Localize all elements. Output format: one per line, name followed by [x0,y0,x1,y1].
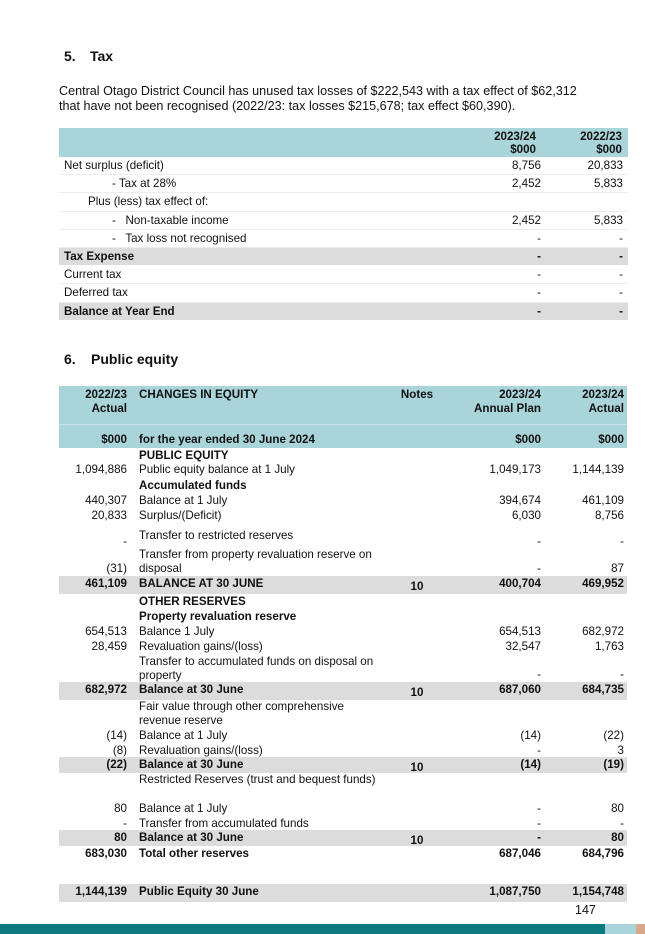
tax-table-header [59,128,628,157]
tax-col1-header: 2023/24 $000 [494,130,536,156]
cell-p: - [537,802,541,815]
cell-p: - [537,817,541,830]
cell-d: Property revaluation reserve [139,610,297,623]
cell-d: Transfer to restricted reserves [139,529,294,542]
table-row: Current tax - - [59,266,628,284]
cell-p: 1,087,750 [489,885,541,898]
table-row-total [59,682,627,700]
cell-c: 80 [611,802,624,815]
equity-table [59,386,627,902]
cell-d: PUBLIC EQUITY [139,449,229,462]
col-header-prior-actual: 2022/23 Actual [85,388,127,415]
tax-table [59,128,628,321]
cell-d: Revaluation gains/(loss) [139,744,263,757]
cell-c: (19) [603,758,624,771]
unit-annual-plan: $000 [515,433,541,446]
tax-intro-paragraph: Central Otago District Council has unused tax losses of $222,543 with a tax effect of $62,312 that have not been recognised (2022/23: tax losses $215,678; tax effect $60,390). [59,84,577,113]
section-6-number: 6. [64,351,76,367]
table-row-total [59,757,627,773]
cell-d: Accumulated funds [139,479,247,492]
cell-d: Total other reserves [139,847,249,860]
table-row-total: Balance at Year End - - [59,303,628,321]
cell-p: 654,513 [499,625,541,638]
cell-d: Fair value through other comprehensive revenue reserve [139,700,344,727]
equity-table-subheader [59,424,627,448]
cell-a: 80 [114,802,127,815]
cell-c: 80 [611,831,624,844]
table-row: Deferred tax - - [59,284,628,302]
cell-p: (14) [520,729,541,742]
section-5-number: 5. [64,48,76,64]
cell-a: (14) [106,729,127,742]
cell-a: 28,459 [91,640,127,653]
section-5-title: Tax [90,48,114,64]
cell-d: Revaluation gains/(loss) [139,640,263,653]
cell-c: 1,144,139 [572,463,624,476]
cell-p: 687,046 [499,847,541,860]
col-header-actual: 2023/24 Actual [582,388,624,415]
table-row-total [59,884,627,902]
table-row [59,462,627,478]
cell-d: Balance at 1 July [139,802,228,815]
col-header-changes: CHANGES IN EQUITY [139,388,259,401]
cell-p: 32,547 [505,640,541,653]
cell-n: 10 [410,761,424,774]
table-row [59,700,627,728]
cell-a: 1,094,886 [75,463,127,476]
equity-table-header [59,386,627,424]
cell-a: 682,972 [85,683,127,696]
table-row [59,801,627,816]
cell-a: - [123,535,127,548]
cell-p: - [537,831,541,844]
cell-p: 687,060 [499,683,541,696]
cell-d: Balance at 30 June [139,831,244,844]
table-row [59,743,627,757]
cell-a: (22) [106,758,127,771]
cell-a: 20,833 [91,509,127,522]
cell-c: 87 [611,562,624,575]
cell-d: Transfer from property revaluation reserve on disposal [139,548,372,575]
cell-n: 10 [410,580,424,593]
cell-c: 469,952 [582,577,624,590]
footer-color-bar [0,924,645,934]
section-6-title: Public equity [91,351,179,367]
cell-a: 80 [114,831,127,844]
table-row [59,773,627,801]
cell-a: 440,307 [85,494,127,507]
table-row [59,448,627,462]
tax-col2-header: 2022/23 $000 [580,130,622,156]
table-row [59,594,627,609]
table-row-total [59,830,627,846]
cell-c: (22) [603,729,624,742]
unit-prior-actual: $000 [101,433,127,446]
table-row [59,478,627,493]
cell-c: 1,154,748 [572,885,624,898]
cell-p: 6,030 [511,509,541,522]
table-row [59,846,627,870]
equity-table-body [59,448,627,902]
table-row: - Tax loss not recognised - - [59,230,628,248]
cell-p: 400,704 [499,577,541,590]
footer-accent-warm [636,924,645,934]
table-row [59,508,627,529]
cell-d: Surplus/(Deficit) [139,509,222,522]
cell-p: - [537,562,541,575]
unit-actual: $000 [598,433,624,446]
cell-c: 8,756 [594,509,624,522]
cell-p: 394,674 [499,494,541,507]
cell-c: - [620,535,624,548]
table-row [59,624,627,639]
cell-c: 461,109 [582,494,624,507]
cell-d: Transfer to accumulated funds on disposal on property [139,655,374,682]
cell-d: Balance at 30 June [139,758,244,771]
cell-d: Balance at 1 July [139,494,228,507]
table-row [59,548,627,576]
cell-d: Balance at 1 July [139,729,228,742]
table-row-total: Tax Expense - - [59,248,628,266]
cell-c: 682,972 [582,625,624,638]
table-row: Plus (less) tax effect of: [59,193,628,211]
table-row [59,493,627,508]
cell-c: 1,763 [594,640,624,653]
table-row [59,529,627,548]
col-header-annual-plan: 2023/24 Annual Plan [474,388,541,415]
cell-d: Balance at 30 June [139,683,244,696]
footer-accent-light [605,924,636,934]
section-5-heading [64,48,113,64]
period-label: for the year ended 30 June 2024 [139,433,315,446]
cell-d: Public Equity 30 June [139,885,259,898]
table-row-total [59,576,627,594]
col-header-notes: Notes [400,388,434,401]
table-row [59,816,627,830]
cell-d: Public equity balance at 1 July [139,463,295,476]
table-row: - Tax at 28% 2,452 5,833 [59,175,628,193]
page-number: 147 [575,903,596,917]
cell-d: Restricted Reserves (trust and bequest funds) [139,773,376,786]
cell-c: 684,796 [582,847,624,860]
cell-a: 683,030 [85,847,127,860]
cell-d: Transfer from accumulated funds [139,817,309,830]
cell-n: 10 [410,686,424,699]
table-row: Net surplus (deficit) 8,756 20,833 [59,157,628,175]
cell-a: (8) [112,744,127,757]
cell-d: Balance 1 July [139,625,215,638]
cell-d: BALANCE AT 30 JUNE [139,577,264,590]
cell-p: - [537,535,541,548]
cell-d: OTHER RESERVES [139,595,246,608]
cell-c: 3 [617,744,624,757]
cell-c: - [620,817,624,830]
table-row [59,639,627,655]
table-row [59,609,627,624]
cell-a: 461,109 [85,577,127,590]
table-row [59,728,627,743]
cell-c: 684,735 [582,683,624,696]
cell-c: - [620,668,624,681]
cell-p: - [537,668,541,681]
cell-p: 1,049,173 [489,463,541,476]
cell-a: (31) [106,562,127,575]
table-row [59,655,627,682]
cell-a: - [123,817,127,830]
cell-n: 10 [410,834,424,847]
section-6-heading [64,351,178,367]
cell-a: 654,513 [85,625,127,638]
table-row: - Non-taxable income 2,452 5,833 [59,212,628,230]
cell-p: (14) [520,758,541,771]
cell-p: - [537,744,541,757]
cell-a: 1,144,139 [75,885,127,898]
